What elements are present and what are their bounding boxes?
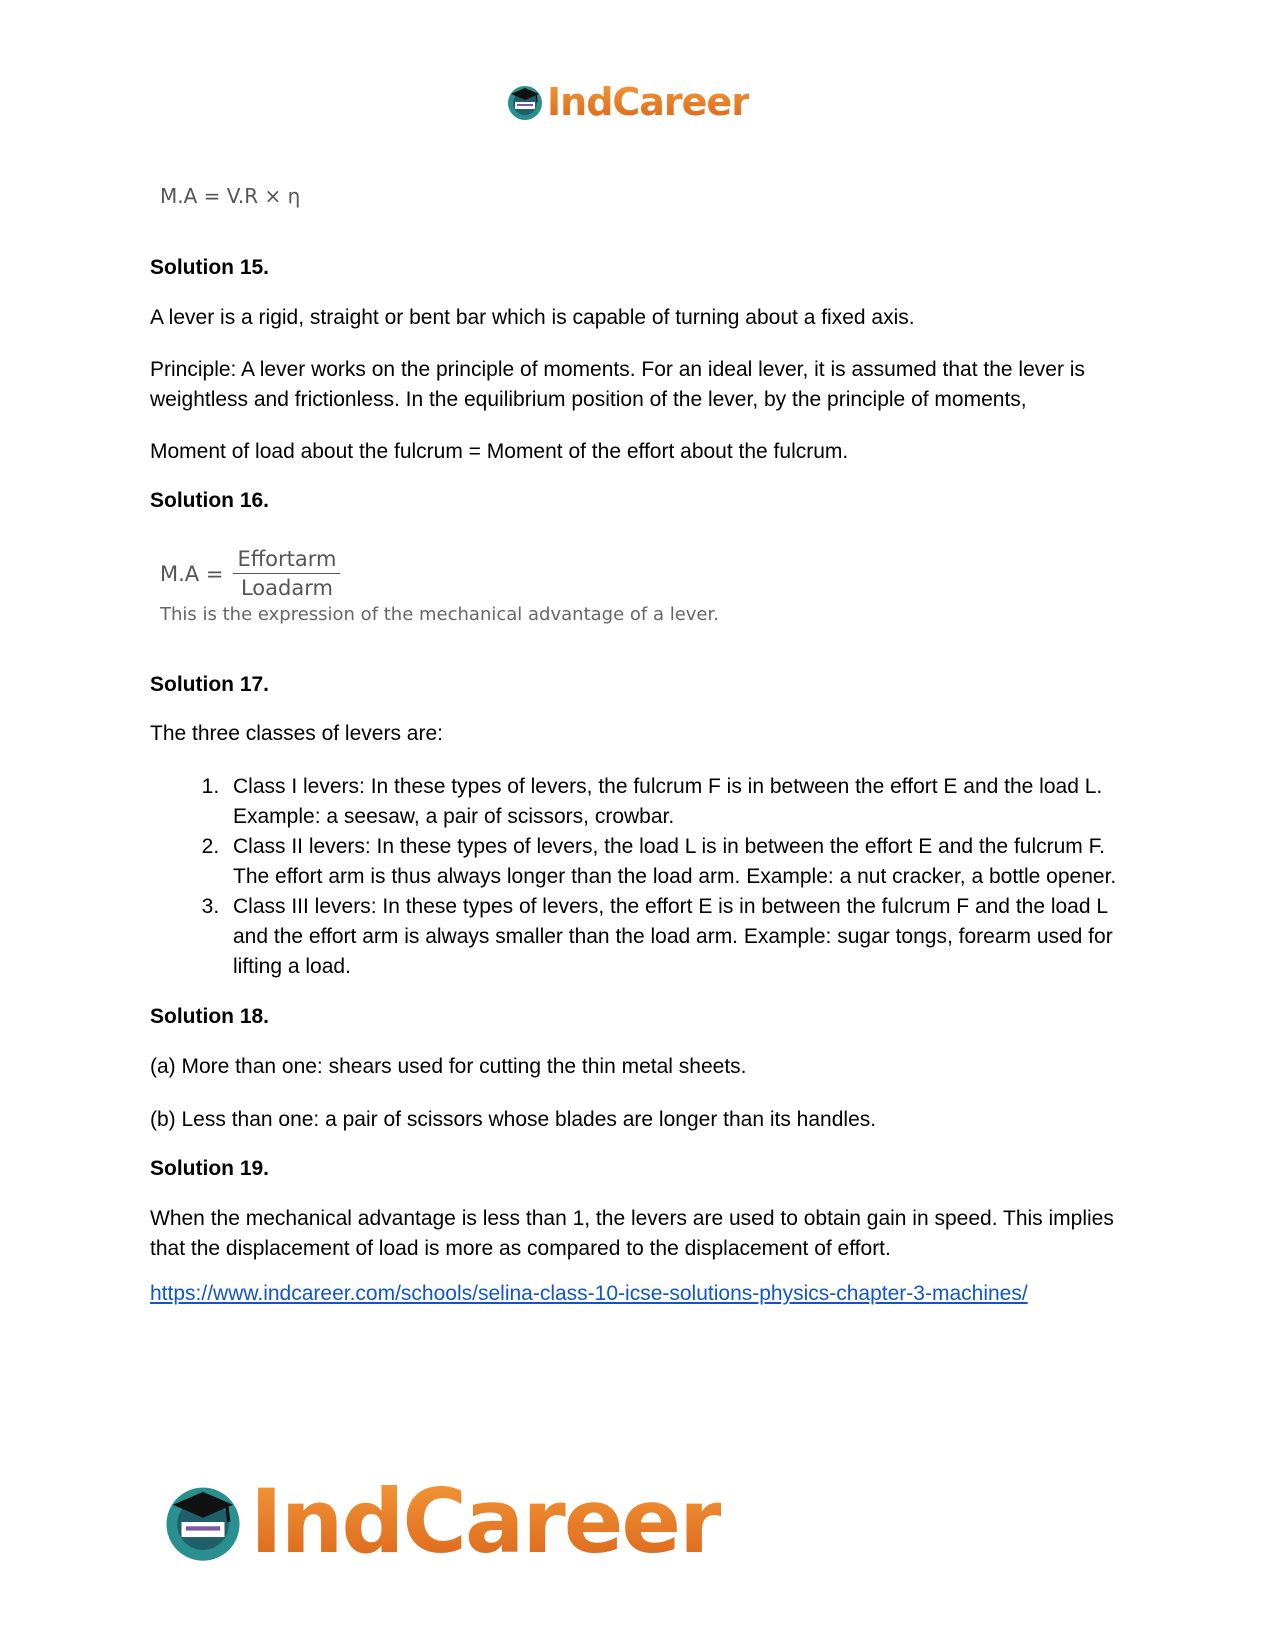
solution-15-moment: Moment of load about the fulcrum = Moment of the effort about the fulcrum. xyxy=(150,440,849,463)
graduation-cap-icon xyxy=(505,82,545,122)
solution-18-part-a: (a) More than one: shears used for cutting the thin metal sheets. xyxy=(150,1055,747,1078)
header-logo xyxy=(505,80,749,124)
equation-ma-vr: M.A = V.R × η xyxy=(160,184,301,208)
fraction xyxy=(233,547,340,600)
solution-16-heading: Solution 16. xyxy=(150,489,270,512)
solution-15-principle: Principle: A lever works on the principle of moments. For an ideal lever, it is assumed that the lever is weightless and frictionless. In the equilibrium position of the lever, by the principle of moments, xyxy=(150,358,1085,411)
solution-17-heading: Solution 17. xyxy=(150,673,270,696)
list-item: 3. Class III levers: In these types of levers, the effort E is in between the fulcrum F and the load L and the effort arm is always smaller than the load arm. Example: sugar tongs, forearm used for lifting a load. xyxy=(225,892,1130,982)
solution-15-definition: A lever is a rigid, straight or bent bar which is capable of turning about a fixed axis. xyxy=(150,306,915,329)
solution-18-part-b: (b) Less than one: a pair of scissors whose blades are longer than its handles. xyxy=(150,1108,877,1131)
lever-classes-list xyxy=(150,772,1130,982)
solution-19-text: When the mechanical advantage is less than 1, the levers are used to obtain gain in speed. This implies that the displacement of load is more as compared to the displacement of effort. xyxy=(150,1207,1114,1260)
solution-18-heading: Solution 18. xyxy=(150,1005,270,1028)
equation-lhs: M.A = xyxy=(160,561,224,586)
fraction-denominator: Loadarm xyxy=(240,576,333,600)
equation-ma-fraction xyxy=(150,547,1130,600)
solution-19-heading: Solution 19. xyxy=(150,1157,270,1180)
list-item: 1. Class I levers: In these types of levers, the fulcrum F is in between the effort E and the load L. Example: a seesaw, a pair of scissors, crowbar. xyxy=(225,772,1130,832)
document-content xyxy=(150,180,1130,1306)
logo-text: IndCareer xyxy=(547,80,749,124)
list-item: 2. Class II levers: In these types of levers, the load L is in between the effort E and the fulcrum F. The effort arm is thus always longer than the load arm. Example: a nut cracker, a bottle opener. xyxy=(225,832,1130,892)
graduation-cap-icon xyxy=(160,1479,246,1565)
equation-note: This is the expression of the mechanical advantage of a lever. xyxy=(160,604,719,625)
solution-15-heading: Solution 15. xyxy=(150,256,270,279)
solution-17-intro: The three classes of levers are: xyxy=(150,722,443,745)
fraction-numerator: Effortarm xyxy=(233,547,340,574)
logo-text: IndCareer xyxy=(250,1470,721,1573)
footer-logo xyxy=(160,1470,721,1573)
source-link[interactable]: https://www.indcareer.com/schools/selina-class-10-icse-solutions-physics-chapter-3-machines/ xyxy=(150,1282,1028,1305)
